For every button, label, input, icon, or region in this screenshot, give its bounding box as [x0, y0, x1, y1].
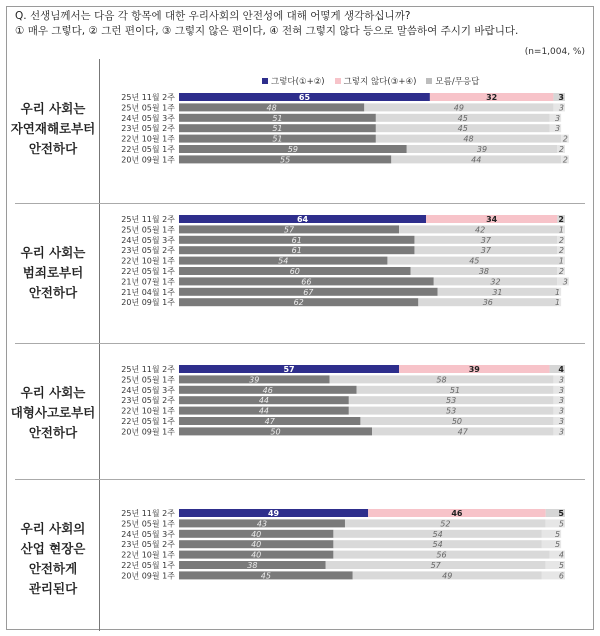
data-label-yes: 51: [272, 134, 283, 144]
section-2-line-3: 안전하다: [28, 285, 78, 300]
data-label-no: 32: [486, 93, 498, 102]
data-label-no: 54: [432, 529, 443, 539]
row-label: 25년 11월 2주: [121, 215, 175, 224]
data-label-dk: 1: [555, 287, 561, 297]
row-label: 22년 05월 1주: [121, 145, 175, 154]
data-label-dk: 5: [555, 529, 561, 539]
data-label-dk: 2: [558, 145, 564, 154]
data-label-no: 45: [457, 113, 468, 123]
section-4-line-4: 관리된다: [28, 581, 78, 596]
data-label-dk: 3: [558, 375, 564, 385]
data-label-no: 45: [457, 124, 468, 134]
row-label: 22년 10월 1주: [121, 550, 175, 560]
section-2-line-1: 우리 사회는: [20, 245, 86, 260]
question-line-2: ① 매우 그렇다, ② 그런 편이다, ③ 그렇지 않은 편이다, ④ 전혀 그렇지 않다 등으로 말씀하여 주시기 바랍니다.: [15, 25, 519, 37]
row-label: 22년 05월 1주: [121, 561, 175, 570]
data-label-no: 39: [476, 145, 488, 154]
row-label: 20년 09월 1주: [121, 298, 175, 308]
sample-note: (n=1,004, %): [524, 47, 585, 57]
data-label-yes: 57: [283, 225, 295, 235]
data-label-dk: 3: [558, 396, 564, 406]
data-label-no: 47: [457, 427, 468, 437]
data-label-dk: 1: [558, 256, 564, 266]
data-label-yes: 38: [247, 561, 258, 570]
data-label-no: 34: [486, 215, 498, 224]
row-label: 24년 05월 3주: [121, 235, 175, 245]
data-label-yes: 39: [249, 375, 260, 385]
data-label-yes: 54: [278, 256, 289, 266]
section-3-line-2: 대형사고로부터: [10, 405, 96, 420]
row-label: 22년 10월 1주: [121, 406, 175, 416]
data-label-dk: 1: [555, 298, 561, 308]
data-label-dk: 1: [558, 225, 564, 235]
row-label: 22년 10월 1주: [121, 134, 175, 144]
row-label: 22년 05월 1주: [121, 267, 175, 276]
section-4-line-2: 산업 현장은: [20, 541, 86, 556]
section-1-line-1: 우리 사회는: [20, 101, 86, 116]
section-4-line-1: 우리 사회의: [20, 521, 86, 536]
data-label-dk: 3: [562, 277, 568, 287]
data-label-yes: 40: [251, 550, 262, 560]
data-label-yes: 44: [258, 406, 270, 416]
data-label-yes: 61: [291, 246, 302, 256]
data-label-no: 54: [432, 540, 443, 550]
data-label-yes: 47: [264, 417, 275, 426]
row-label: 25년 11월 2주: [121, 509, 175, 518]
row-label: 22년 10월 1주: [121, 256, 175, 266]
data-label-dk: 3: [555, 113, 561, 123]
data-label-dk: 2: [562, 134, 568, 144]
data-label-dk: 3: [558, 93, 564, 102]
data-label-yes: 62: [293, 298, 304, 308]
row-label: 25년 11월 2주: [121, 365, 175, 374]
data-label-dk: 5: [558, 509, 564, 518]
data-label-yes: 44: [258, 396, 270, 406]
data-label-dk: 2: [562, 155, 568, 165]
data-label-dk: 6: [558, 571, 564, 581]
data-label-no: 32: [490, 277, 501, 287]
data-label-no: 51: [449, 385, 461, 395]
data-label-dk: 3: [558, 406, 564, 416]
data-label-yes: 57: [283, 365, 295, 374]
row-label: 24년 05월 3주: [121, 113, 175, 123]
data-label-no: 44: [471, 155, 482, 165]
data-label-no: 38: [478, 267, 490, 276]
data-label-dk: 3: [555, 124, 561, 134]
data-label-dk: 5: [555, 540, 561, 550]
data-label-yes: 49: [267, 509, 280, 518]
data-label-no: 52: [440, 519, 451, 529]
row-label: 25년 11월 2주: [121, 93, 175, 102]
row-label: 20년 09월 1주: [121, 427, 175, 437]
data-label-dk: 4: [558, 550, 564, 560]
bar-chart: [7, 7, 593, 629]
section-3-line-3: 안전하다: [28, 425, 78, 440]
data-label-no: 37: [480, 246, 491, 256]
data-label-no: 57: [430, 561, 441, 570]
legend-label-dk: 모름/무응답: [435, 77, 480, 87]
data-label-no: 58: [436, 375, 447, 385]
row-label: 25년 05월 1주: [121, 103, 175, 113]
data-label-yes: 64: [296, 215, 309, 224]
chart-frame: [6, 6, 594, 630]
data-label-yes: 51: [272, 113, 283, 123]
data-label-no: 53: [446, 396, 457, 406]
data-label-no: 53: [446, 406, 457, 416]
data-label-yes: 43: [256, 519, 268, 529]
question-line-1: Q. 선생님께서는 다음 각 항목에 대한 우리사회의 안전성에 대해 어떻게 생각하십니까?: [15, 10, 411, 22]
data-label-no: 49: [442, 571, 453, 581]
data-label-yes: 60: [289, 267, 300, 276]
data-label-yes: 46: [262, 385, 273, 395]
data-label-no: 42: [474, 225, 486, 235]
row-label: 23년 05월 2주: [121, 396, 175, 406]
row-label: 24년 05월 3주: [121, 529, 175, 539]
row-label: 22년 05월 1주: [121, 417, 175, 426]
section-4-line-3: 안전하게: [28, 561, 78, 576]
row-label: 25년 05월 1주: [121, 519, 175, 529]
data-label-yes: 66: [301, 277, 312, 287]
data-label-no: 36: [482, 298, 493, 308]
legend-label-no: 그렇지 않다(③+④): [343, 77, 417, 87]
data-label-dk: 4: [558, 365, 564, 374]
section-1-line-3: 안전하다: [28, 141, 78, 156]
data-label-yes: 48: [266, 103, 277, 113]
data-label-dk: 5: [558, 519, 564, 529]
row-label: 23년 05월 2주: [121, 246, 175, 256]
section-1-line-2: 자연재해로부터: [10, 121, 96, 136]
row-label: 25년 05월 1주: [121, 375, 175, 385]
data-label-dk: 2: [558, 246, 564, 256]
section-3-line-1: 우리 사회는: [20, 385, 86, 400]
data-label-no: 31: [492, 287, 503, 297]
data-label-dk: 2: [558, 215, 564, 224]
data-label-yes: 55: [280, 155, 291, 165]
data-label-no: 56: [436, 550, 447, 560]
row-label: 24년 05월 3주: [121, 385, 175, 395]
data-label-yes: 50: [270, 427, 281, 437]
data-label-dk: 3: [558, 417, 564, 426]
data-label-dk: 3: [558, 103, 564, 113]
data-label-no: 49: [453, 103, 464, 113]
data-label-no: 46: [451, 509, 463, 518]
data-label-yes: 40: [251, 540, 262, 550]
data-label-no: 45: [469, 256, 480, 266]
data-label-yes: 51: [272, 124, 283, 134]
data-label-no: 37: [480, 235, 491, 245]
data-label-dk: 3: [558, 385, 564, 395]
data-label-no: 48: [463, 134, 474, 144]
data-label-dk: 2: [558, 267, 564, 276]
data-label-yes: 40: [251, 529, 262, 539]
data-label-yes: 61: [291, 235, 302, 245]
data-label-yes: 67: [303, 287, 314, 297]
legend-label-yes: 그렇다(①+②): [271, 77, 325, 87]
data-label-dk: 2: [558, 235, 564, 245]
data-label-yes: 65: [298, 93, 311, 102]
data-label-dk: 5: [558, 561, 564, 570]
data-label-yes: 59: [287, 145, 298, 154]
row-label: 25년 05월 1주: [121, 225, 175, 235]
data-label-no: 50: [451, 417, 463, 426]
row-label: 23년 05월 2주: [121, 124, 175, 134]
row-label: 20년 09월 1주: [121, 571, 175, 581]
data-label-no: 39: [468, 365, 480, 374]
data-label-yes: 45: [260, 571, 271, 581]
row-label: 23년 05월 2주: [121, 540, 175, 550]
row-label: 20년 09월 1주: [121, 155, 175, 165]
data-label-dk: 3: [558, 427, 564, 437]
row-label: 21년 04월 1주: [121, 287, 175, 297]
section-2-line-2: 범죄로부터: [22, 265, 84, 280]
row-label: 21년 07월 1주: [121, 277, 175, 287]
